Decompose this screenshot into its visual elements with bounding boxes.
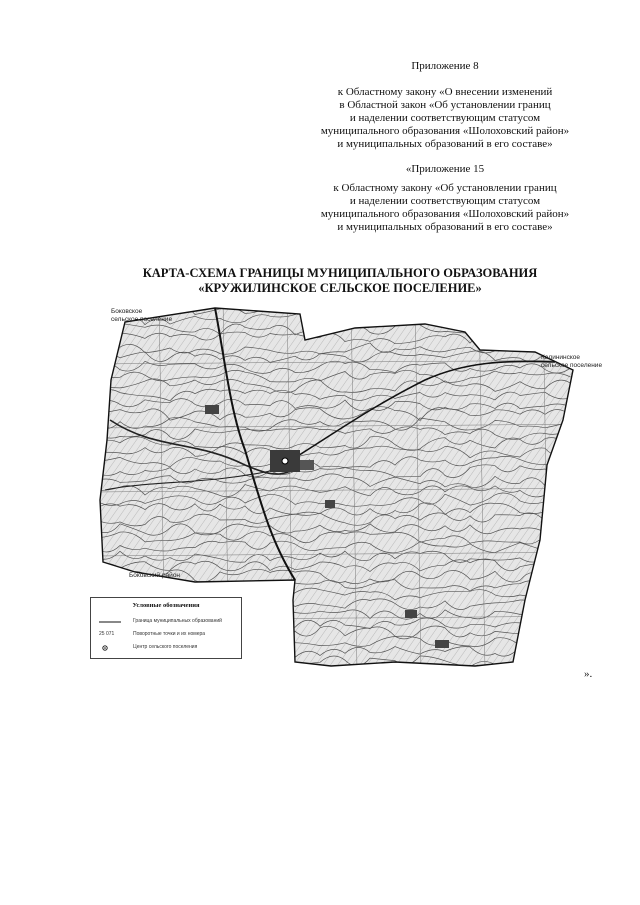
map-legend: [90, 597, 242, 659]
label-bokovskoe-1: Боковское: [111, 308, 143, 315]
annex-15-line-1: к Областному закону «Об установлении границ: [333, 182, 557, 194]
boundary-line-icon: [99, 619, 121, 625]
annex-8-line-5: и муниципальных образований в его составе»: [337, 138, 553, 150]
annex-8-title: Приложение 8: [411, 60, 479, 72]
annex-8-header: [285, 60, 605, 151]
annex-15-line-2: и наделении соответствующим статусом: [349, 195, 541, 207]
closing-quote: ».: [584, 668, 593, 680]
settlement-center-icon: [99, 645, 121, 651]
map-heading-line-1: КАРТА-СХЕМА ГРАНИЦЫ МУНИЦИПАЛЬНОГО ОБРАЗОВАНИЯ: [142, 266, 538, 280]
annex-15-line-4: и муниципальных образований в его составе»: [337, 221, 553, 233]
label-kalininskoe-2: сельское поселение: [541, 362, 603, 369]
label-bokovsky-rayon: Боковский район: [129, 572, 181, 579]
legend-text-center: Центр сельского поселения: [133, 644, 198, 650]
legend-text-turning-points: Поворотные точки и их номера: [133, 631, 206, 637]
grid-line: [607, 300, 610, 670]
annex-15-header: [285, 163, 605, 234]
legend-text-boundary: Граница муниципальных образований: [133, 618, 222, 624]
map-heading-line-2: «КРУЖИЛИНСКОЕ СЕЛЬСКОЕ ПОСЕЛЕНИЕ»: [198, 281, 482, 295]
legend-row-center: [91, 643, 241, 653]
legend-code-turning-point: 25 071: [99, 631, 115, 637]
annex-15-line-3: муниципального образования «Шолоховский район»: [320, 208, 570, 220]
legend-title: Условные обозначения: [132, 602, 200, 609]
annex-8-line-3: и наделении соответствующим статусом: [349, 112, 541, 124]
annex-8-line-2: в Областной закон «Об установлении границ: [339, 99, 551, 111]
legend-row-boundary: [91, 617, 241, 627]
legend-row-turning-points: [91, 630, 241, 640]
label-bokovskoe-2: сельское поселение: [111, 316, 173, 323]
label-kalininskoe-1: Калининское: [541, 354, 581, 361]
annex-8-line-1: к Областному закону «О внесении изменений: [337, 86, 553, 98]
annex-8-line-4: муниципального образования «Шолоховский район»: [320, 125, 570, 137]
map-heading: [60, 266, 620, 296]
annex-15-title: «Приложение 15: [405, 163, 485, 175]
